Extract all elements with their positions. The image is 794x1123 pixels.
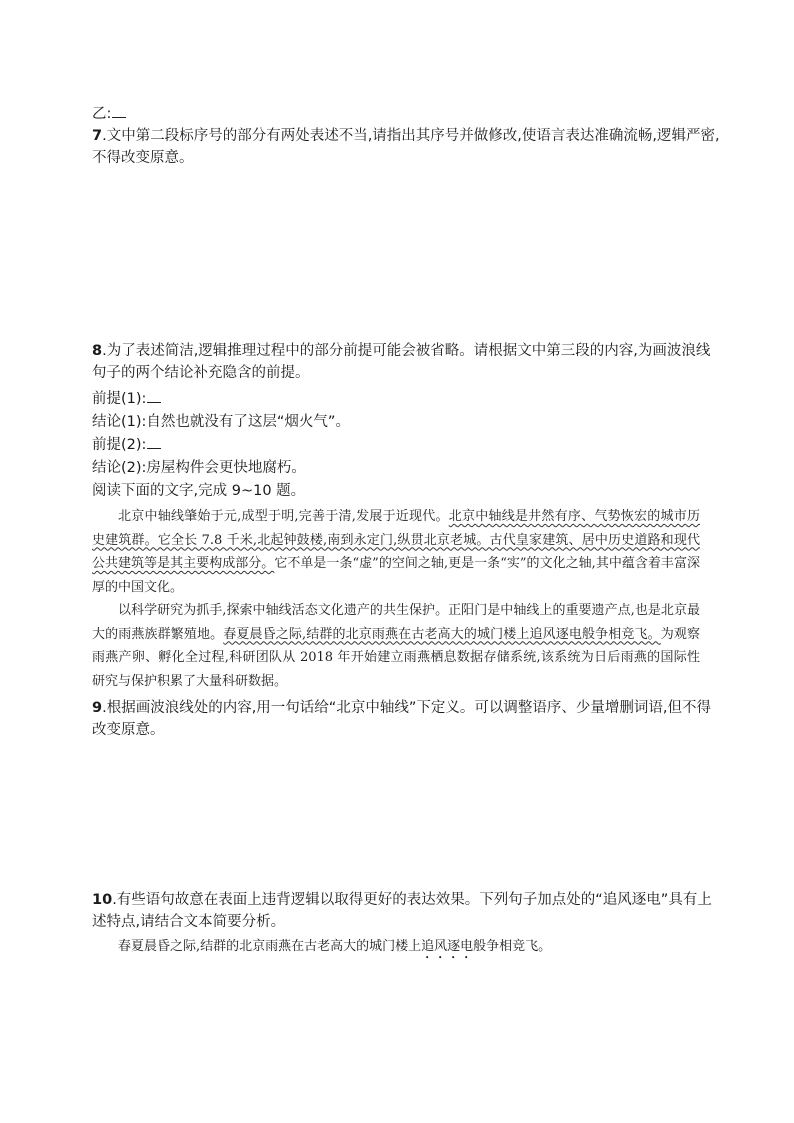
conclusion-2: 结论(2):房屋构件会更快地腐朽。	[92, 460, 306, 476]
conclusion-1: 结论(1):自然也就没有了这层“烟火气”。	[92, 414, 350, 430]
wavy-underlined-text: 北京中轴线是井然有序、气势恢宏的城市历史建筑群。它全长 7.8 千米,北起钟鼓楼,南到永定门,纵贯北京老城。古代皇家建筑、居中历史道路和现代公共建筑等是其主要构成部分。	[92, 509, 700, 571]
question-number: 10	[92, 892, 113, 908]
question-7	[92, 125, 720, 147]
reading-instruction: 阅读下面的文字,完成 9~10 题。	[92, 483, 306, 499]
question-9-line-2: 改变原意。	[92, 722, 165, 738]
question-8	[92, 340, 710, 362]
answer-blank[interactable]	[112, 103, 126, 118]
passage-paragraph-1: 北京中轴线肇始于元,成型于明,完善于清,发展于近现代。北京中轴线是井然有序、气势恢宏的城市历史建筑群。它全长 7.8 千米,北起钟鼓楼,南到永定门,纵贯北京老城。古代皇家建筑、居中历史道路和现代公共建筑等是其主要构成部分。它不单是一条“虚”的空间之轴,更是一条“实”的文化之轴,其中蕴含着丰富深厚的中国文化。	[92, 509, 700, 595]
premise-2: 前提(2):	[92, 434, 161, 456]
question-number: 9	[92, 700, 103, 716]
passage-paragraph-2: 以科学研究为抓手,探索中轴线活态文化遗产的共生保护。正阳门是中轴线上的重要遗产点,也是北京最大的雨燕族群繁殖地。春夏晨昏之际,结群的北京雨燕在古老高大的城门楼上追风逐电般争相竞飞。为观察雨燕产卵、孵化全过程,科研团队从 2018 年开始建立雨燕栖息数据存储系统,该系统为日后雨燕的国际性研究与保护积累了大量科研数据。	[92, 603, 700, 689]
question-9	[92, 697, 711, 719]
answer-blank[interactable]	[147, 434, 161, 449]
question-text: .根据画波浪线处的内容,用一句话给“北京中轴线”下定义。可以调整语序、少量增删词语,但不得	[102, 700, 711, 716]
dotted-emphasis-text: 追风逐电	[421, 939, 474, 954]
quoted-sentence: 春夏晨昏之际,结群的北京雨燕在古老高大的城门楼上追风逐电般争相竞飞。	[118, 939, 552, 954]
answer-blank[interactable]	[147, 388, 161, 403]
answer-line-yi: 乙:	[92, 103, 126, 125]
question-text: .有些语句故意在表面上违背逻辑以取得更好的表达效果。下列句子加点处的“追风逐电”具有上	[112, 892, 712, 908]
question-10	[92, 889, 712, 911]
wavy-underlined-text: 春夏晨昏之际,结群的北京雨燕在古老高大的城门楼上追风逐电般争相竞飞。	[223, 626, 661, 642]
question-number: 7	[92, 128, 103, 144]
question-10-line-2: 述特点,请结合文本简要分析。	[92, 914, 286, 930]
question-7-line-2: 不得改变原意。	[92, 150, 194, 166]
reading-passage	[92, 505, 700, 693]
question-text: .文中第二段标序号的部分有两处表述不当,请指出其序号并做修改,使语言表达准确流畅,逻辑严密,	[102, 128, 720, 144]
question-8-line-2: 句子的两个结论补充隐含的前提。	[92, 365, 310, 381]
question-text: .为了表述简洁,逻辑推理过程中的部分前提可能会被省略。请根据文中第三段的内容,为画波浪线	[102, 343, 711, 359]
question-number: 8	[92, 343, 103, 359]
premise-1: 前提(1):	[92, 388, 161, 410]
